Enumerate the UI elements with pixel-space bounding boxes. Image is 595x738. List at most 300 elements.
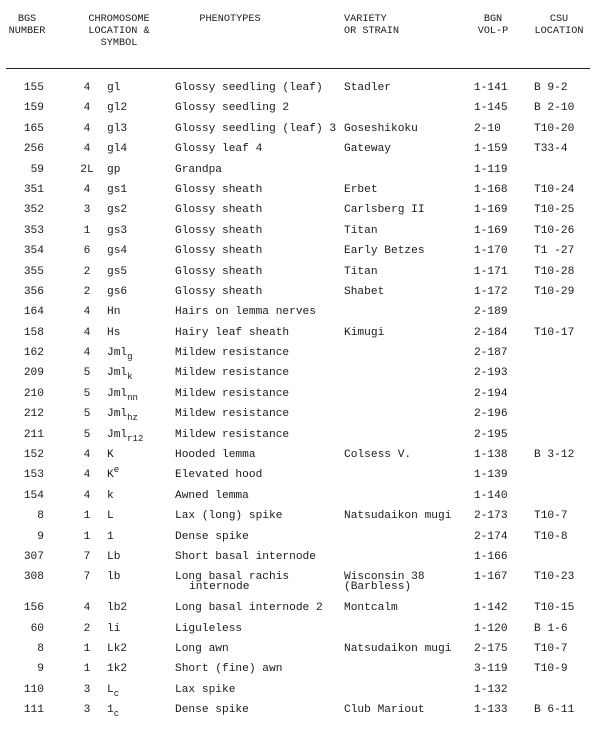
bgn-vol-page: 1-172 bbox=[474, 285, 508, 298]
phenotype bbox=[175, 266, 262, 278]
chromosome-location: 3 bbox=[83, 704, 91, 717]
variety-line: Early Betzes bbox=[344, 245, 425, 258]
gene-symbol bbox=[107, 123, 127, 135]
symbol-base: K bbox=[107, 449, 114, 462]
chromosome-location: 5 bbox=[83, 408, 91, 421]
phenotype bbox=[175, 286, 262, 298]
symbol-subscript: nn bbox=[127, 392, 138, 403]
bgn-vol-page: 2-189 bbox=[474, 306, 508, 319]
phenotype bbox=[175, 164, 222, 176]
bgn-vol-page: 1-168 bbox=[474, 183, 508, 196]
bgs-number: 210 bbox=[23, 387, 44, 400]
symbol-base: gp bbox=[107, 163, 121, 176]
phenotype bbox=[175, 123, 336, 135]
header-variety-or-strain: VARIETY OR STRAIN bbox=[344, 14, 400, 37]
csu-location: B 3-12 bbox=[534, 449, 575, 462]
chromosome-location: 5 bbox=[83, 428, 91, 441]
phenotype bbox=[175, 327, 289, 339]
chromosome-location: 4 bbox=[83, 143, 91, 156]
phenotype-line: Short basal internode bbox=[175, 550, 316, 563]
symbol-base: Jml bbox=[107, 408, 128, 421]
bgn-vol-page: 1-132 bbox=[474, 683, 508, 696]
csu-location: T10-24 bbox=[534, 183, 575, 196]
bgn-vol-page: 1-170 bbox=[474, 245, 508, 258]
chromosome-location: 4 bbox=[83, 326, 91, 339]
gene-symbol bbox=[107, 286, 127, 298]
variety-line: Goseshikoku bbox=[344, 122, 418, 135]
phenotype bbox=[175, 429, 289, 441]
variety-or-strain bbox=[344, 602, 398, 614]
bgn-vol-page: 1-159 bbox=[474, 143, 508, 156]
table-body bbox=[0, 82, 595, 725]
phenotype-line: Mildew resistance bbox=[175, 408, 290, 421]
chromosome-location: 1 bbox=[83, 530, 91, 543]
symbol-base: gs3 bbox=[107, 224, 128, 237]
bgs-number: 308 bbox=[23, 571, 44, 584]
symbol-base: lb bbox=[107, 571, 121, 584]
bgn-vol-page: 1-166 bbox=[474, 550, 508, 563]
variety-line: Titan bbox=[344, 224, 378, 237]
bgn-vol-page: 2-173 bbox=[474, 510, 508, 523]
chromosome-location: 2L bbox=[80, 163, 94, 176]
phenotype bbox=[175, 82, 323, 94]
symbol-base: gl3 bbox=[107, 122, 128, 135]
phenotype-line: Glossy seedling 2 bbox=[175, 102, 290, 115]
table-row bbox=[0, 367, 595, 387]
chromosome-location: 4 bbox=[83, 469, 91, 482]
symbol-base: li bbox=[107, 622, 121, 635]
phenotype-line: Glossy leaf 4 bbox=[175, 143, 263, 156]
phenotype-line: Long awn bbox=[175, 642, 229, 655]
symbol-base: gs4 bbox=[107, 245, 128, 258]
phenotype-line: Dense spike bbox=[175, 530, 249, 543]
symbol-base: lb2 bbox=[107, 602, 128, 615]
gene-symbol bbox=[107, 510, 114, 522]
chromosome-location: 1 bbox=[83, 663, 91, 676]
phenotype-line: Glossy seedling (leaf) bbox=[175, 82, 323, 94]
phenotype bbox=[175, 184, 262, 196]
table-row bbox=[0, 684, 595, 704]
bgs-number: 307 bbox=[23, 550, 44, 563]
bgn-vol-page: 1-141 bbox=[474, 82, 508, 94]
variety-line: Wisconsin 38 bbox=[344, 571, 425, 584]
symbol-base: gl2 bbox=[107, 102, 128, 115]
chromosome-location: 4 bbox=[83, 449, 91, 462]
bgn-vol-page: 1-119 bbox=[474, 163, 508, 176]
header-phenotypes: PHENOTYPES bbox=[199, 14, 261, 25]
symbol-base: Jml bbox=[107, 428, 128, 441]
variety-line: Carlsberg II bbox=[344, 204, 425, 217]
table-row bbox=[0, 449, 595, 469]
bgn-vol-page: 2-193 bbox=[474, 367, 508, 380]
phenotype-line: Long basal internode 2 bbox=[175, 602, 323, 615]
phenotype bbox=[175, 684, 235, 696]
phenotype bbox=[175, 245, 262, 257]
symbol-base: 1 bbox=[107, 530, 114, 543]
variety-or-strain bbox=[344, 143, 391, 155]
phenotype-line: Lax (long) spike bbox=[175, 510, 283, 523]
table-row bbox=[0, 184, 595, 204]
chromosome-location: 3 bbox=[83, 683, 91, 696]
table-row bbox=[0, 531, 595, 551]
phenotype bbox=[175, 367, 289, 379]
phenotype bbox=[175, 408, 289, 420]
phenotype-line: Hairs on lemma nerves bbox=[175, 306, 316, 319]
bgs-number: 211 bbox=[23, 428, 44, 441]
bgn-vol-page: 1-140 bbox=[474, 489, 508, 502]
phenotype-line: Glossy sheath bbox=[175, 204, 263, 217]
bgn-vol-page: 2-184 bbox=[474, 326, 508, 339]
table-row bbox=[0, 663, 595, 683]
variety-or-strain bbox=[344, 704, 425, 716]
table-row bbox=[0, 82, 595, 102]
gene-symbol bbox=[107, 602, 127, 614]
csu-location: T10-15 bbox=[534, 602, 575, 615]
symbol-superscript: e bbox=[113, 465, 120, 476]
csu-location: T10-8 bbox=[534, 530, 568, 543]
symbol-base: gs1 bbox=[107, 183, 128, 196]
gene-symbol bbox=[107, 571, 120, 583]
phenotype-line-2: internode bbox=[189, 581, 250, 594]
bgs-number: 111 bbox=[23, 704, 44, 717]
symbol-base: gs2 bbox=[107, 204, 128, 217]
chromosome-location: 4 bbox=[83, 306, 91, 319]
phenotype-line: Mildew resistance bbox=[175, 387, 290, 400]
symbol-base: Lk2 bbox=[107, 642, 128, 655]
bgs-number: 59 bbox=[30, 163, 44, 176]
gene-symbol bbox=[107, 184, 127, 196]
variety-or-strain bbox=[344, 571, 425, 593]
variety-line-2: (Barbless) bbox=[344, 581, 412, 594]
table-row bbox=[0, 266, 595, 286]
variety-or-strain bbox=[344, 82, 391, 94]
phenotype-line: Awned lemma bbox=[175, 489, 249, 502]
table-row bbox=[0, 465, 595, 489]
symbol-base: Jml bbox=[107, 367, 128, 380]
symbol-subscript: c bbox=[113, 709, 120, 720]
chromosome-location: 5 bbox=[83, 387, 91, 400]
bgn-vol-page: 1-169 bbox=[474, 204, 508, 217]
phenotype bbox=[175, 602, 323, 614]
phenotype bbox=[175, 449, 256, 461]
chromosome-location: 1 bbox=[83, 642, 91, 655]
variety-or-strain bbox=[344, 286, 384, 298]
header-bgs-number: BGS NUMBER bbox=[8, 14, 46, 37]
csu-location: T33-4 bbox=[534, 143, 568, 156]
header-divider bbox=[6, 68, 590, 69]
phenotype-line: Lax spike bbox=[175, 683, 236, 696]
gene-symbol bbox=[107, 428, 144, 444]
phenotype-line: Glossy sheath bbox=[175, 224, 263, 237]
symbol-base: Jml bbox=[107, 347, 128, 360]
csu-location: T10-25 bbox=[534, 204, 575, 217]
variety-line: Erbet bbox=[344, 183, 378, 196]
gene-symbol bbox=[107, 266, 127, 278]
phenotype bbox=[175, 102, 289, 114]
phenotype bbox=[175, 571, 289, 593]
phenotype-line: Mildew resistance bbox=[175, 347, 290, 360]
phenotype bbox=[175, 551, 316, 563]
phenotype bbox=[175, 204, 262, 216]
csu-location: T10-7 bbox=[534, 510, 568, 523]
bgn-vol-page: 2-195 bbox=[474, 428, 508, 441]
bgn-vol-page: 1-133 bbox=[474, 704, 508, 717]
symbol-base: L bbox=[107, 510, 114, 523]
gene-symbol bbox=[107, 683, 120, 699]
bgs-number: 154 bbox=[23, 489, 44, 502]
phenotype-line: Hooded lemma bbox=[175, 449, 256, 462]
bgs-number: 8 bbox=[37, 642, 44, 655]
phenotype bbox=[175, 704, 249, 716]
symbol-subscript: k bbox=[127, 372, 133, 383]
csu-location: B 1-6 bbox=[534, 622, 568, 635]
table-row bbox=[0, 327, 595, 347]
symbol-base: gs5 bbox=[107, 265, 128, 278]
phenotype-line: Glossy sheath bbox=[175, 285, 263, 298]
bgs-number: 153 bbox=[23, 469, 44, 482]
bgs-number: 353 bbox=[23, 224, 44, 237]
csu-location: T10-29 bbox=[534, 285, 575, 298]
table-row bbox=[0, 102, 595, 122]
header-chromosome-location-symbol: CHROMOSOME LOCATION & SYMBOL bbox=[88, 14, 150, 49]
header-csu-location: CSU LOCATION bbox=[534, 14, 584, 37]
bgs-number: 351 bbox=[23, 183, 44, 196]
symbol-subscript: g bbox=[127, 352, 133, 363]
gene-symbol bbox=[107, 465, 120, 482]
variety-or-strain bbox=[344, 643, 451, 655]
chromosome-location: 2 bbox=[83, 265, 91, 278]
csu-location: T10-17 bbox=[534, 326, 575, 339]
phenotype-line: Grandpa bbox=[175, 163, 222, 176]
variety-line: Titan bbox=[344, 265, 378, 278]
symbol-base: K bbox=[107, 469, 114, 482]
variety-or-strain bbox=[344, 266, 378, 278]
chromosome-location: 4 bbox=[83, 183, 91, 196]
bgs-number: 209 bbox=[23, 367, 44, 380]
chromosome-location: 4 bbox=[83, 122, 91, 135]
symbol-base: gl4 bbox=[107, 143, 128, 156]
bgs-number: 354 bbox=[23, 245, 44, 258]
csu-location: B 9-2 bbox=[534, 82, 568, 94]
phenotype bbox=[175, 643, 229, 655]
variety-or-strain bbox=[344, 123, 418, 135]
gene-symbol bbox=[107, 164, 120, 176]
gene-symbol bbox=[107, 306, 120, 318]
bgn-vol-page: 1-171 bbox=[474, 265, 508, 278]
table-row bbox=[0, 347, 595, 367]
bgn-vol-page: 1-138 bbox=[474, 449, 508, 462]
symbol-base: L bbox=[107, 683, 114, 696]
phenotype bbox=[175, 663, 282, 675]
variety-line: Montcalm bbox=[344, 602, 398, 615]
bgn-vol-page: 3-119 bbox=[474, 663, 508, 676]
phenotype bbox=[175, 347, 289, 359]
symbol-base: Hn bbox=[107, 306, 121, 319]
phenotype-line: Dense spike bbox=[175, 704, 249, 717]
bgn-vol-page: 1-169 bbox=[474, 224, 508, 237]
csu-location: T10-26 bbox=[534, 224, 575, 237]
variety-or-strain bbox=[344, 510, 451, 522]
symbol-base: Lb bbox=[107, 550, 121, 563]
table-row bbox=[0, 143, 595, 163]
gene-symbol bbox=[107, 643, 127, 655]
chromosome-location: 3 bbox=[83, 204, 91, 217]
variety-or-strain bbox=[344, 204, 425, 216]
bgs-number: 162 bbox=[23, 347, 44, 360]
table-row bbox=[0, 306, 595, 326]
csu-location: T10-7 bbox=[534, 642, 568, 655]
gene-symbol bbox=[107, 143, 127, 155]
variety-or-strain bbox=[344, 184, 378, 196]
header-bgn-vol-p: BGN VOL-P bbox=[477, 14, 509, 37]
gene-symbol bbox=[107, 531, 114, 543]
bgs-number: 165 bbox=[23, 122, 44, 135]
chromosome-location: 2 bbox=[83, 622, 91, 635]
table-row bbox=[0, 204, 595, 224]
gene-symbol bbox=[107, 704, 120, 720]
table-row bbox=[0, 123, 595, 143]
phenotype-line: Glossy seedling (leaf) 3 bbox=[175, 122, 337, 135]
gene-symbol bbox=[107, 327, 120, 339]
gene-symbol bbox=[107, 82, 120, 94]
bgn-vol-page: 2-175 bbox=[474, 642, 508, 655]
variety-line: Stadler bbox=[344, 82, 391, 94]
phenotype bbox=[175, 490, 249, 502]
phenotype-line: Glossy sheath bbox=[175, 183, 263, 196]
table-row bbox=[0, 551, 595, 571]
bgs-number: 355 bbox=[23, 265, 44, 278]
phenotype-line: Glossy sheath bbox=[175, 265, 263, 278]
phenotype bbox=[175, 388, 289, 400]
gene-symbol bbox=[107, 204, 127, 216]
gene-symbol bbox=[107, 367, 133, 383]
gene-symbol bbox=[107, 245, 127, 257]
phenotype-line: Elevated hood bbox=[175, 469, 263, 482]
table-row bbox=[0, 164, 595, 184]
bgs-number: 60 bbox=[30, 622, 44, 635]
bgs-number: 158 bbox=[23, 326, 44, 339]
csu-location: B 2-10 bbox=[534, 102, 575, 115]
chromosome-location: 2 bbox=[83, 285, 91, 298]
phenotype-line: Long basal rachis bbox=[175, 571, 290, 584]
variety-or-strain bbox=[344, 225, 378, 237]
symbol-base: Jml bbox=[107, 387, 128, 400]
symbol-base: Hs bbox=[107, 326, 121, 339]
chromosome-location: 4 bbox=[83, 489, 91, 502]
bgs-number: 212 bbox=[23, 408, 44, 421]
bgn-vol-page: 1-139 bbox=[474, 469, 508, 482]
gene-symbol bbox=[107, 449, 114, 461]
phenotype bbox=[175, 510, 282, 522]
bgs-number: 110 bbox=[23, 683, 44, 696]
csu-location: T10-9 bbox=[534, 663, 568, 676]
variety-line: Shabet bbox=[344, 285, 385, 298]
gene-symbol bbox=[107, 663, 127, 675]
phenotype-line: Mildew resistance bbox=[175, 428, 290, 441]
table-row bbox=[0, 225, 595, 245]
bgs-number: 352 bbox=[23, 204, 44, 217]
bgs-number: 152 bbox=[23, 449, 44, 462]
chromosome-location: 6 bbox=[83, 245, 91, 258]
phenotype bbox=[175, 143, 262, 155]
bgs-number: 356 bbox=[23, 285, 44, 298]
chromosome-location: 7 bbox=[83, 571, 91, 584]
phenotype bbox=[175, 531, 249, 543]
chromosome-location: 7 bbox=[83, 550, 91, 563]
phenotype-line: Glossy sheath bbox=[175, 245, 263, 258]
table-row bbox=[0, 245, 595, 265]
chromosome-location: 4 bbox=[83, 602, 91, 615]
phenotype bbox=[175, 225, 262, 237]
symbol-base: 1k2 bbox=[107, 663, 128, 676]
chromosome-location: 4 bbox=[83, 102, 91, 115]
chromosome-location: 1 bbox=[83, 224, 91, 237]
table-row bbox=[0, 429, 595, 449]
table-row bbox=[0, 510, 595, 530]
chromosome-location: 5 bbox=[83, 367, 91, 380]
phenotype bbox=[175, 306, 316, 318]
variety-or-strain bbox=[344, 449, 411, 461]
phenotype-line: Short (fine) awn bbox=[175, 663, 283, 676]
bgn-vol-page: 1-120 bbox=[474, 622, 508, 635]
bgs-number: 156 bbox=[23, 602, 44, 615]
phenotype-line: Liguleless bbox=[175, 622, 243, 635]
symbol-subscript: c bbox=[113, 688, 120, 699]
chromosome-location: 4 bbox=[83, 82, 91, 94]
bgn-vol-page: 2-194 bbox=[474, 387, 508, 400]
gene-symbol bbox=[107, 347, 133, 363]
gene-symbol bbox=[107, 408, 138, 424]
gene-symbol bbox=[107, 225, 127, 237]
symbol-subscript: r12 bbox=[127, 433, 144, 444]
phenotype-line: Mildew resistance bbox=[175, 367, 290, 380]
table-row bbox=[0, 286, 595, 306]
variety-or-strain bbox=[344, 245, 425, 257]
table-row bbox=[0, 571, 595, 602]
gene-symbol bbox=[107, 387, 138, 403]
bgs-number: 256 bbox=[23, 143, 44, 156]
table-row bbox=[0, 388, 595, 408]
variety-line: Natsudaikon mugi bbox=[344, 510, 452, 523]
symbol-base: gl bbox=[107, 82, 121, 94]
phenotype bbox=[175, 623, 242, 635]
gene-symbol bbox=[107, 623, 120, 635]
bgn-vol-page: 2-196 bbox=[474, 408, 508, 421]
symbol-subscript: hz bbox=[127, 413, 138, 424]
phenotype bbox=[175, 469, 262, 481]
table-row bbox=[0, 704, 595, 724]
symbol-base: gs6 bbox=[107, 285, 128, 298]
symbol-base: k bbox=[107, 489, 114, 502]
chromosome-location: 1 bbox=[83, 510, 91, 523]
table-row bbox=[0, 408, 595, 428]
bgn-vol-page: 2-187 bbox=[474, 347, 508, 360]
variety-line: Kimugi bbox=[344, 326, 385, 339]
phenotype-line: Hairy leaf sheath bbox=[175, 326, 290, 339]
gene-symbol bbox=[107, 551, 120, 563]
variety-line: Club Mariout bbox=[344, 704, 425, 717]
bgn-vol-page: 1-145 bbox=[474, 102, 508, 115]
csu-location: T10-23 bbox=[534, 571, 575, 584]
chromosome-location: 4 bbox=[83, 347, 91, 360]
bgs-number: 9 bbox=[37, 530, 44, 543]
table-row bbox=[0, 623, 595, 643]
csu-location: B 6-11 bbox=[534, 704, 575, 717]
variety-line: Natsudaikon mugi bbox=[344, 642, 452, 655]
bgs-number: 9 bbox=[37, 663, 44, 676]
bgn-vol-page: 2-10 bbox=[474, 122, 501, 135]
bgn-vol-page: 1-142 bbox=[474, 602, 508, 615]
